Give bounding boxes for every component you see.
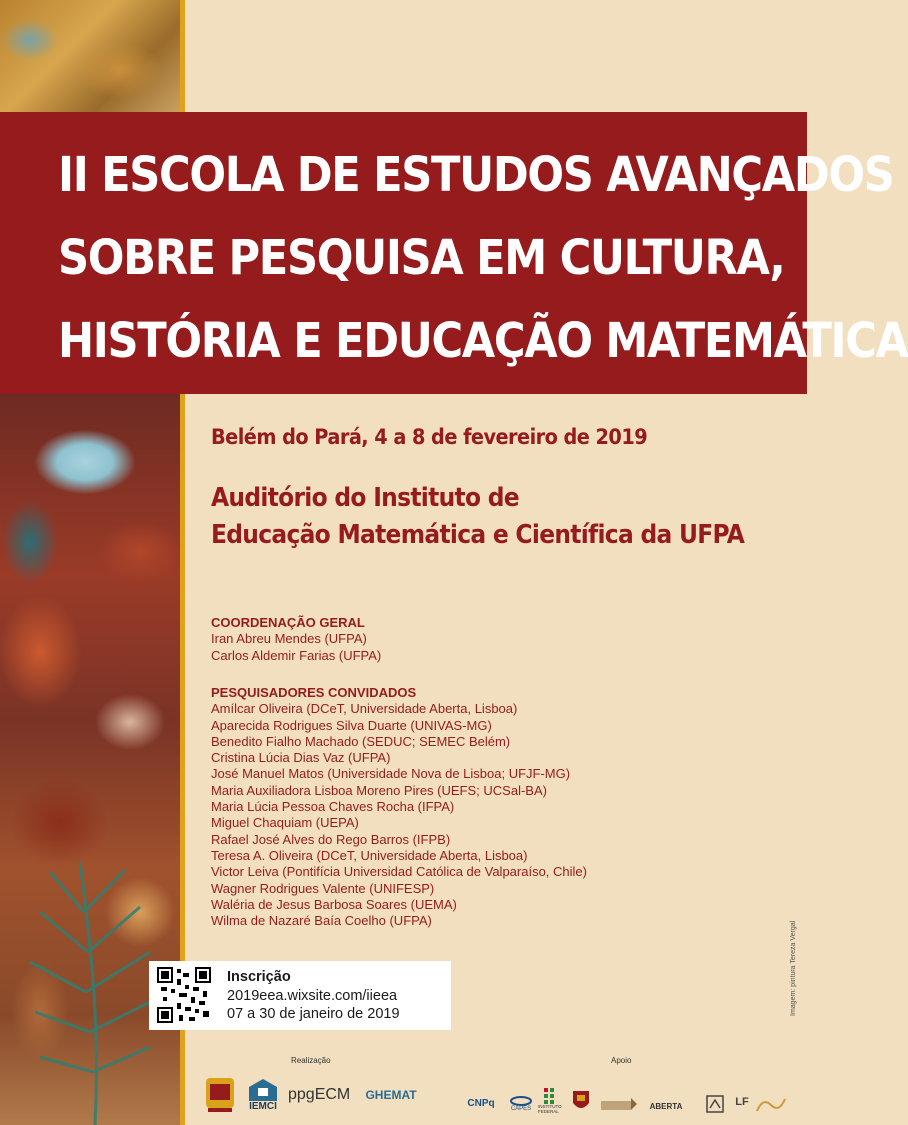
coordination-section [211,615,381,664]
painting-top [0,0,180,112]
event-place-date: Belém do Pará, 4 a 8 de fevereiro de 2019 [211,425,648,449]
instituto-federal-label: INSTITUTO FEDERAL [538,1104,562,1114]
iemci-logo [245,1075,281,1115]
researcher-name: Wilma de Nazaré Baía Coelho (UFPA) [211,913,432,929]
qr-code-icon[interactable] [157,967,211,1023]
researcher-name: Aparecida Rodrigues Silva Duarte (UNIVAS-MG) [211,717,492,733]
researcher-name: José Manuel Matos (Universidade Nova de Lisboa; UFJF-MG) [211,766,571,782]
researcher-name: Teresa A. Oliveira (DCeT, Universidade Aberta, Lisboa) [211,847,528,863]
realizacao-label: Realização [291,1056,331,1065]
apoio-label: Apoio [611,1056,632,1065]
uepa-seal-logo [570,1088,592,1114]
coordinator-name: Iran Abreu Mendes (UFPA) [211,631,367,647]
researchers-section [211,685,587,929]
photo-credit: Imagem: pintura Tereza Vergal [790,920,797,1016]
ufpa-seal-logo [203,1075,237,1115]
researcher-name: Wagner Rodrigues Valente (UNIFESP) [211,880,435,896]
museum-logo [705,1094,725,1114]
ghemat-logo: GHEMAT [365,1088,417,1102]
cnpq-logo: CNPq [467,1097,495,1109]
researcher-name: Waléria de Jesus Barbosa Soares (UEMA) [211,896,457,912]
partner-logo [600,1097,638,1113]
researchers-heading: PESQUISADORES CONVIDADOS [211,685,417,700]
capes-logo-label: CAPES [510,1106,532,1112]
registration-period: 07 a 30 de janeiro de 2019 [227,1006,400,1022]
title-line-1: II ESCOLA DE ESTUDOS AVANÇADOS [58,147,894,203]
researcher-name: Amílcar Oliveira (DCeT, Universidade Aberta, Lisboa) [211,701,518,717]
researcher-name: Rafael José Alves do Rego Barros (IFPB) [211,831,451,847]
event-venue [211,480,744,554]
aberta-logo: ABERTA [649,1101,683,1111]
researcher-name: Victor Leiva (Pontifícia Universidad Católica de Valparaíso, Chile) [211,864,587,880]
venue-line-1: Auditório do Instituto de [211,483,519,513]
registration-title: Inscrição [227,969,291,985]
researcher-name: Miguel Chaquiam (UEPA) [211,815,359,831]
instituto-federal-logo [538,1086,566,1116]
coordinator-name: Carlos Aldemir Farias (UFPA) [211,647,382,663]
researcher-name: Maria Auxiliadora Lisboa Moreno Pires (UEFS; UCSal-BA) [211,782,547,798]
venue-line-2: Educação Matemática e Científica da UFPA [211,520,745,550]
editora-logo [754,1094,788,1114]
ppgecm-logo: ppgECM [288,1086,351,1103]
researcher-name: Benedito Fialho Machado (SEDUC; SEMEC Belém) [211,733,511,749]
title-line-2: SOBRE PESQUISA EM CULTURA, [58,230,785,286]
registration-info [227,968,400,1024]
capes-logo [506,1093,536,1115]
researcher-name: Cristina Lúcia Dias Vaz (UFPA) [211,750,391,766]
researcher-name: Maria Lúcia Pessoa Chaves Rocha (IFPA) [211,799,455,815]
registration-url[interactable]: 2019eea.wixsite.com/iieea [227,987,398,1004]
iemci-logo-label: IEMCI [249,1100,277,1112]
title-line-3: HISTÓRIA E EDUCAÇÃO MATEMÁTICA [58,313,908,369]
lf-logo: LF [735,1096,749,1108]
registration-box [149,961,451,1030]
coordination-heading: COORDENAÇÃO GERAL [211,615,365,630]
poster-title [58,134,908,383]
